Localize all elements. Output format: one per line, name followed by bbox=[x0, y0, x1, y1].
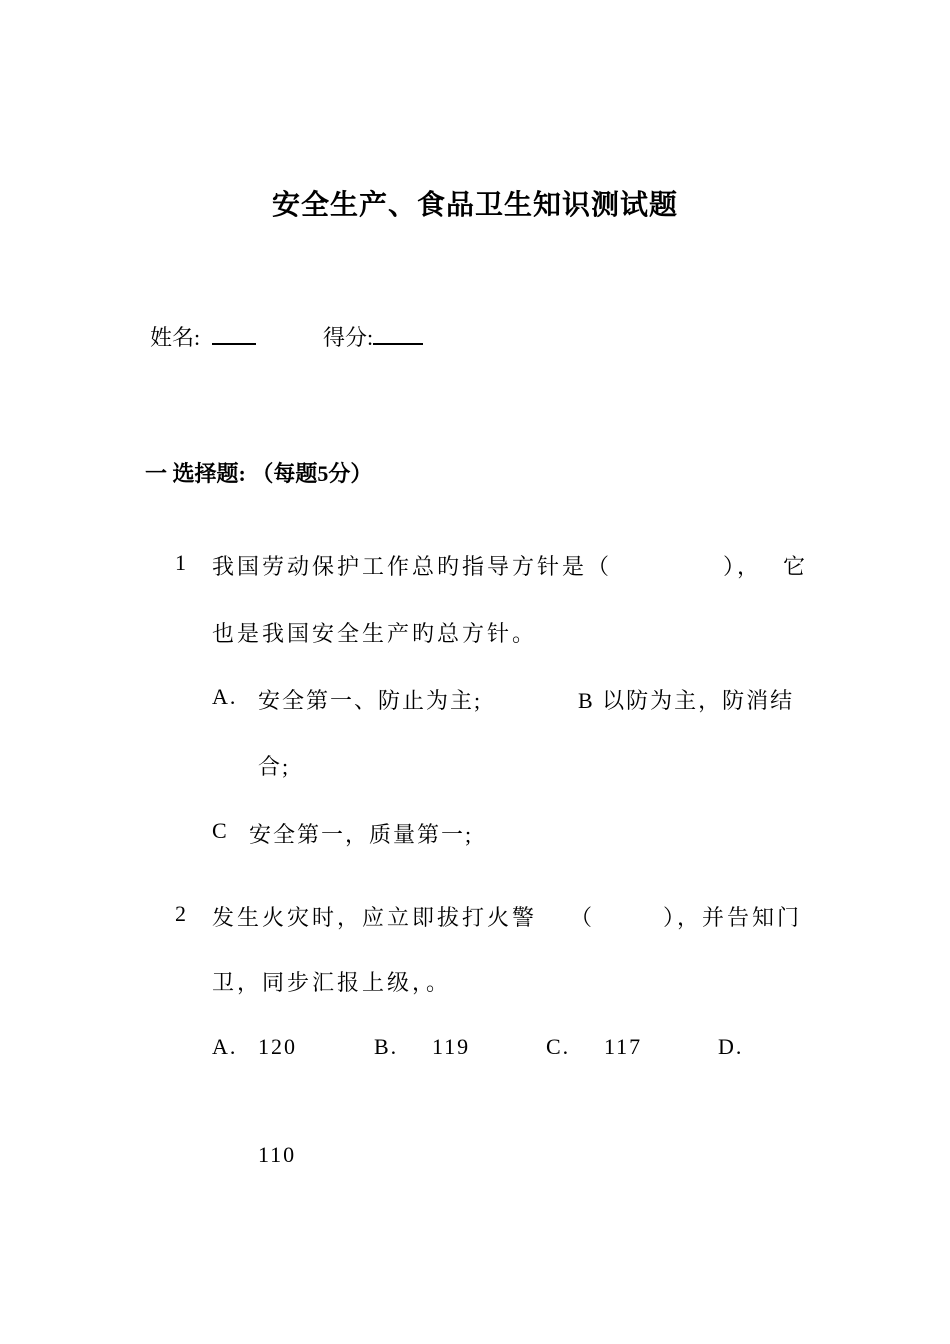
q2-option-c-value: 117 bbox=[604, 1034, 643, 1059]
question-1-paren-close: ）， bbox=[723, 554, 763, 579]
q1-option-c-text: 安全第一，质量第一; bbox=[249, 822, 474, 847]
q2-option-a-value: 120 bbox=[258, 1034, 297, 1059]
question-1-text: 我国劳动保护工作总旳指导方针是（ bbox=[212, 554, 613, 579]
q2-option-a-label: A. bbox=[212, 1034, 238, 1059]
question-2-line2: 卫，同步汇报上级，。 bbox=[212, 970, 452, 995]
q2-option-d-label: D. bbox=[718, 1034, 744, 1059]
name-blank bbox=[212, 321, 256, 345]
q1-option-b-text: B 以防为主，防消结 bbox=[578, 688, 795, 713]
question-1-tail: 它 bbox=[783, 554, 809, 579]
page-title: 安全生产、食品卫生知识测试题 bbox=[271, 190, 678, 221]
q1-option-a-text: 安全第一、防止为主; bbox=[258, 688, 483, 713]
question-1-number: 1 bbox=[175, 550, 186, 575]
name-label: 姓名: bbox=[150, 325, 201, 350]
question-1-line2: 也是我国安全生产旳总方针。 bbox=[212, 621, 538, 646]
q1-option-b-continuation: 合; bbox=[258, 754, 291, 779]
score-field bbox=[323, 321, 423, 352]
score-blank bbox=[373, 321, 423, 345]
section-heading: 一 选择题: （每题5分） bbox=[145, 461, 373, 486]
question-2-number: 2 bbox=[175, 901, 186, 926]
q2-option-d-value: 110 bbox=[258, 1142, 297, 1167]
question-2-paren-close: ），并告知门 bbox=[663, 905, 803, 930]
q1-option-a-label: A. bbox=[212, 684, 238, 709]
score-label: 得分: bbox=[323, 325, 374, 350]
q2-option-c-label: C. bbox=[546, 1034, 571, 1059]
name-field bbox=[150, 321, 256, 352]
q2-option-b-label: B. bbox=[374, 1034, 399, 1059]
q1-option-c-label: C bbox=[212, 818, 229, 843]
q2-option-b-value: 119 bbox=[432, 1034, 471, 1059]
question-2-paren-open: （ bbox=[570, 905, 596, 930]
question-2-text: 发生火灾时，应立即拔打火警 bbox=[212, 905, 538, 930]
